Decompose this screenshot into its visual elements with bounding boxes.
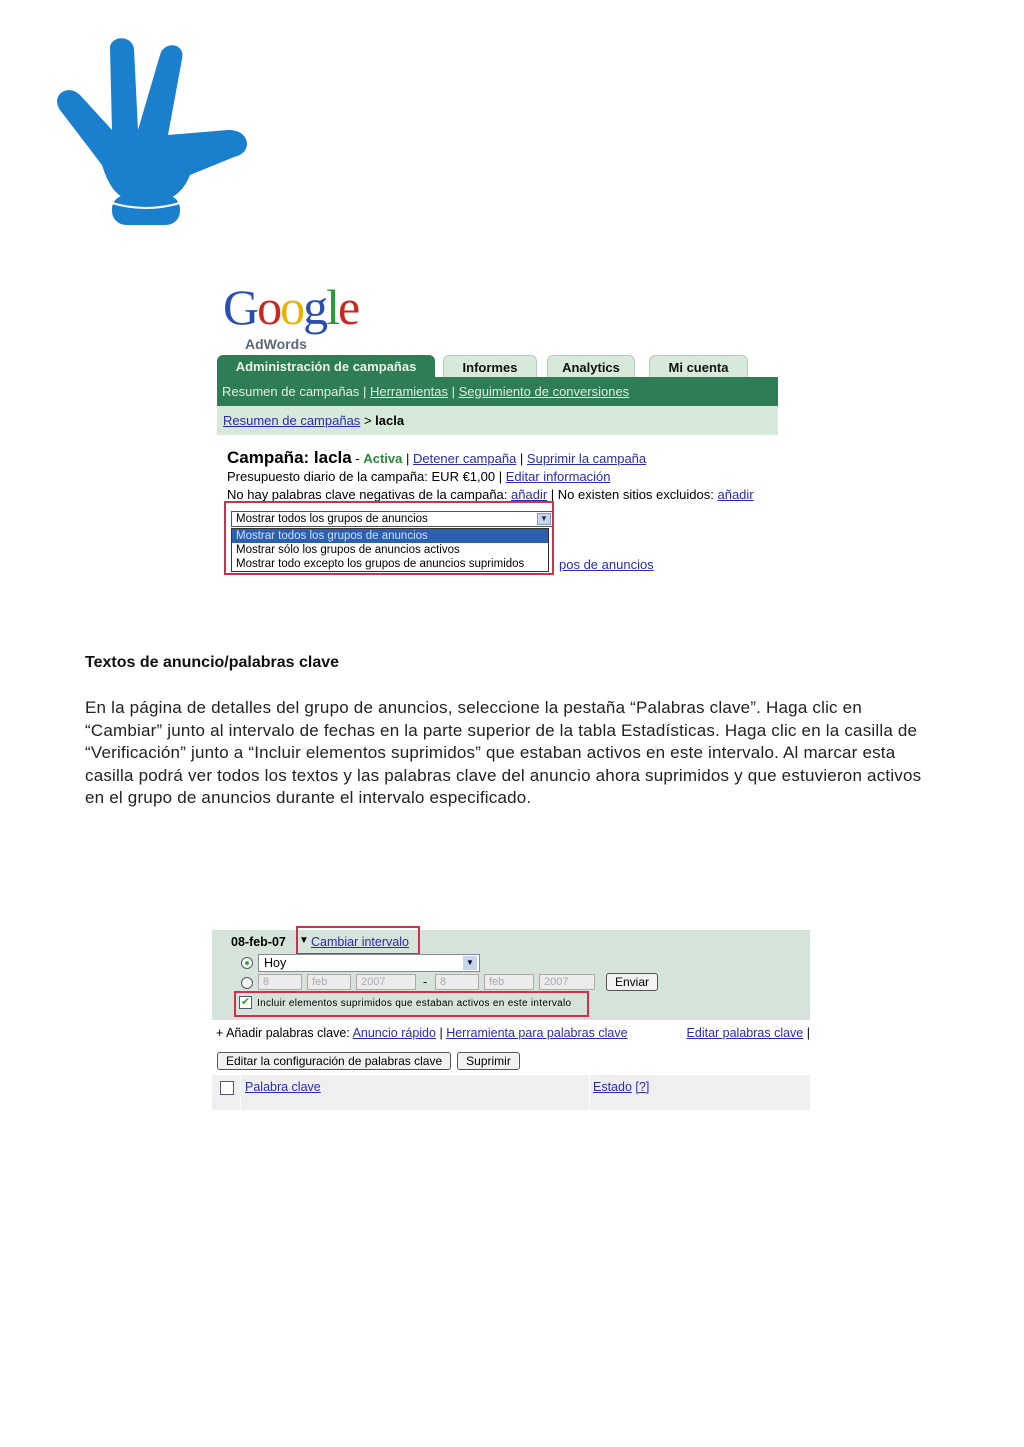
edit-keywords-link[interactable]: Editar palabras clave bbox=[686, 1026, 804, 1040]
highlight-box bbox=[234, 991, 589, 1017]
budget-text: Presupuesto diario de la campaña: EUR €1,00 bbox=[227, 469, 496, 484]
subnav-tools-link[interactable]: Herramientas bbox=[369, 384, 448, 399]
section-heading: Textos de anuncio/palabras clave bbox=[85, 654, 340, 671]
sep: > bbox=[363, 413, 372, 428]
subnav bbox=[217, 377, 778, 406]
preset-value: Hoy bbox=[264, 956, 287, 970]
breadcrumb bbox=[217, 406, 778, 435]
add-keywords-label: + Añadir palabras clave: bbox=[216, 1026, 350, 1040]
keyword-actions bbox=[217, 1052, 520, 1070]
sep: - bbox=[355, 451, 360, 466]
option[interactable]: Mostrar todo excepto los grupos de anuncios suprimidos bbox=[236, 558, 525, 570]
add-excluded-link[interactable]: añadir bbox=[717, 487, 754, 502]
start-month-select[interactable]: feb bbox=[307, 974, 351, 990]
chevron-down-icon: ▼ bbox=[463, 956, 477, 970]
tab-my-account[interactable]: Mi cuenta bbox=[649, 355, 748, 378]
edit-keyword-settings-button[interactable]: Editar la configuración de palabras clave bbox=[217, 1052, 451, 1070]
tab-campaign-management[interactable]: Administración de campañas bbox=[217, 355, 435, 378]
delete-button[interactable]: Suprimir bbox=[457, 1052, 520, 1070]
excluded-text: | No existen sitios excluidos: bbox=[550, 487, 714, 502]
add-negatives-link[interactable]: añadir bbox=[511, 487, 548, 502]
select-value: Mostrar todos los grupos de anuncios bbox=[236, 513, 428, 525]
change-interval-link[interactable]: Cambiar intervalo bbox=[311, 935, 409, 949]
chevron-down-icon[interactable]: ▼ bbox=[537, 513, 551, 525]
date-label: 08-feb-07 bbox=[231, 935, 286, 949]
adwords-label: AdWords bbox=[245, 336, 307, 352]
campaign-info: Campaña: lacla - Activa | Detener campaña | Suprimir la campaña Presupuesto diario de la campaña: EUR €1,00 | Editar información No hay palabras clave negativas de la campaña: añadir | No existen sitios excluidos: añadir bbox=[227, 448, 754, 502]
subnav-current: Resumen de campañas bbox=[222, 384, 360, 399]
hand-three-fingers-icon bbox=[50, 35, 255, 230]
subnav-conversions-link[interactable]: Seguimiento de conversiones bbox=[458, 384, 630, 399]
include-deleted-checkbox[interactable]: ✔ bbox=[240, 996, 251, 1008]
breadcrumb-current: lacla bbox=[375, 413, 405, 428]
delete-campaign-link[interactable]: Suprimir la campaña bbox=[526, 451, 647, 466]
tab-reports[interactable]: Informes bbox=[443, 355, 537, 378]
preset-select[interactable] bbox=[258, 954, 480, 972]
radio-range[interactable] bbox=[241, 977, 253, 989]
triangle-down-icon: ▼ bbox=[299, 935, 309, 946]
divider bbox=[240, 1075, 241, 1110]
start-day-select[interactable]: 8 bbox=[258, 974, 302, 990]
column-status[interactable]: Estado bbox=[593, 1080, 632, 1094]
quick-ad-link[interactable]: Anuncio rápido bbox=[352, 1026, 436, 1040]
ad-groups-link[interactable]: pos de anuncios bbox=[559, 557, 654, 572]
campaign-title: Campaña: lacla bbox=[227, 448, 352, 467]
end-day-select[interactable]: 8 bbox=[435, 974, 479, 990]
keyword-tool-link[interactable]: Herramienta para palabras clave bbox=[446, 1026, 628, 1040]
divider bbox=[589, 1075, 590, 1110]
adwords-campaign-screenshot bbox=[217, 279, 779, 580]
start-year-select[interactable]: 2007 bbox=[356, 974, 416, 990]
campaign-status: Activa bbox=[363, 451, 403, 466]
breadcrumb-link[interactable]: Resumen de campañas bbox=[223, 413, 361, 428]
include-deleted-label: Incluir elementos suprimidos que estaban activos en este intervalo bbox=[257, 998, 572, 1009]
keywords-screenshot bbox=[212, 930, 810, 1110]
radio-preset[interactable] bbox=[241, 957, 253, 969]
end-month-select[interactable]: feb bbox=[484, 974, 534, 990]
instructions-paragraph: En la página de detalles del grupo de anuncios, seleccione la pestaña “Palabras clave”. Haga clic en “Cambiar” junto al intervalo de fechas en la parte superior de la tabla Estadísticas. Haga clic en la casilla de “Verificación” junto a “Incluir elementos suprimidos” que estaban activos en este intervalo. Al marcar esta casilla podrá ver todos los textos y las palabras clave del anuncio ahora suprimidos y que estuvieron activos en el grupo de anuncios durante el intervalo especificado. bbox=[85, 698, 922, 807]
highlight-box bbox=[296, 926, 420, 955]
negatives-text: No hay palabras clave negativas de la campaña: bbox=[227, 487, 508, 502]
option[interactable]: Mostrar sólo los grupos de anuncios activos bbox=[236, 544, 460, 556]
tab-analytics[interactable]: Analytics bbox=[547, 355, 635, 378]
select-all-checkbox[interactable] bbox=[220, 1081, 234, 1095]
range-dash: - bbox=[423, 975, 428, 989]
sep: | bbox=[439, 1026, 443, 1040]
option[interactable]: Mostrar todos los grupos de anuncios bbox=[232, 529, 548, 543]
send-button[interactable]: Enviar bbox=[606, 973, 658, 991]
highlight-box bbox=[224, 501, 554, 575]
sep: | bbox=[451, 384, 455, 399]
sep: | bbox=[806, 1026, 810, 1040]
google-logo: Google bbox=[223, 279, 359, 335]
stop-campaign-link[interactable]: Detener campaña bbox=[412, 451, 517, 466]
help-link[interactable]: [?] bbox=[635, 1080, 650, 1094]
edit-info-link[interactable]: Editar información bbox=[505, 469, 611, 484]
end-year-select[interactable]: 2007 bbox=[539, 974, 595, 990]
sep: | bbox=[362, 384, 367, 399]
column-keyword[interactable]: Palabra clave bbox=[245, 1080, 321, 1094]
